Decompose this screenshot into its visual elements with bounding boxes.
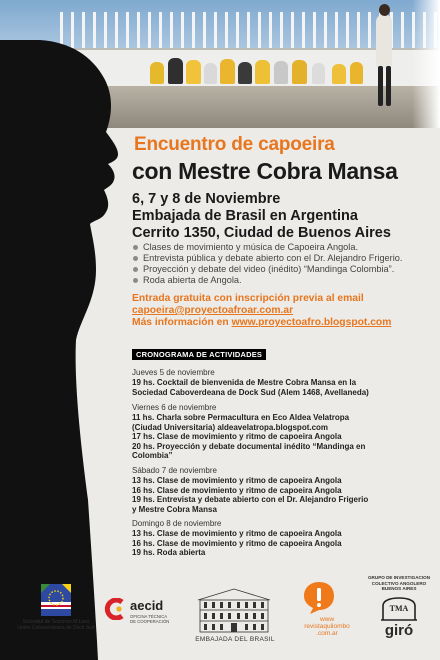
title-line-2: con Mestre Cobra Mansa (132, 158, 398, 184)
day-event: Colombia” (132, 451, 173, 461)
more-info-prefix: Más información en (132, 317, 232, 328)
logo-union-caboverdeana (12, 584, 100, 631)
day-name: Sábado 7 de noviembre (132, 466, 217, 475)
photo-leg (378, 66, 383, 106)
photo-person (350, 62, 363, 84)
aecid-line1: OFICINA TÉCNICA (130, 614, 168, 619)
grupo-line2: COLECTIVO ANGOLERO (371, 580, 427, 586)
event-address: Cerrito 1350, Ciudad de Buenos Aires (132, 225, 391, 241)
tma-emblem (379, 596, 419, 622)
title-line-1: Encuentro de capoeira (134, 134, 335, 155)
tma-text: TMA (389, 603, 409, 613)
event-dates: 6, 7 y 8 de Noviembre (132, 191, 281, 207)
grupo-line3: BUENOS AIRES (381, 586, 417, 591)
photo-person (220, 59, 235, 84)
photo-person (168, 58, 183, 84)
activity-item: Roda abierta de Angola. (132, 275, 432, 286)
aecid-c-icon (104, 598, 126, 620)
day-event: 19 hs. Cocktail de bienvenida de Mestre Cobra Mansa en la (132, 378, 357, 387)
logo-colectivo-angolero (362, 575, 436, 639)
schedule-day (132, 368, 432, 397)
revista-line3: .com.ar (316, 630, 338, 637)
event-venue: Embajada de Brasil en Argentina (132, 208, 358, 224)
day-event: 11 hs. Charla sobre Permacultura en Eco Aldea Velatropa (132, 413, 350, 422)
activity-item: Clases de movimiento y música de Capoeira Angola. (132, 242, 432, 253)
day-event: 16 hs. Clase de movimiento y ritmo de capoeira Angola (132, 485, 342, 495)
day-event: 13 hs. Clase de movimiento y ritmo de capoeira Angola (132, 529, 342, 538)
entry-text: Entrada gratuita con inscripción previa al email (132, 293, 364, 304)
activity-item: Proyección y debate del video (inédito) “Mandinga Colombia”. (132, 264, 432, 275)
grupo-line1: GRUPO DE INVESTIGACION (367, 575, 431, 580)
photo-standing-head (379, 4, 390, 16)
profile-silhouette (0, 40, 130, 660)
day-event: 17 hs. Clase de movimiento y ritmo de capoeira Angola (132, 432, 342, 442)
giro-text: giró (384, 621, 414, 639)
photo-standing-person (376, 14, 392, 68)
photo-person (255, 60, 270, 84)
day-event: 19 hs. Roda abierta (132, 548, 206, 558)
photo-person (332, 64, 346, 84)
photo-person (186, 60, 201, 84)
day-event: (Ciudad Universitaria) aldeavelatropa.blogspot.com (132, 422, 329, 432)
schedule-heading: CRONOGRAMA DE ACTIVIDADES (132, 349, 266, 360)
photo-person (238, 62, 252, 84)
entry-email[interactable] (132, 305, 432, 317)
photo-person (292, 60, 307, 84)
day-event: Sociedad Caboverdeana de Dock Sud (Alem 1468, Avellaneda) (132, 387, 369, 397)
revista-line2: revistaquilombo (304, 623, 350, 630)
embassy-building-icon (194, 586, 274, 634)
photo-person (274, 61, 288, 84)
logo-cabo-line1: Sociedad de Socorros M.Luos (22, 619, 90, 625)
aecid-name: aecid (130, 598, 164, 613)
photo-sun-glare (412, 0, 440, 128)
schedule-day (132, 466, 432, 514)
speech-bubble-icon (302, 580, 336, 616)
day-event: 20 hs. Proyección y debate documental inédito “Mandinga en (132, 441, 366, 451)
more-info (132, 317, 432, 329)
email-link[interactable]: capoeira@proyectoafroar.com.ar (132, 305, 294, 316)
activity-list (132, 242, 432, 286)
day-name: Domingo 8 de noviembre (132, 519, 222, 528)
revista-line1: www (319, 616, 335, 623)
schedule-day (132, 519, 432, 558)
logo-revista-quilombo (294, 580, 360, 637)
photo-person (150, 62, 164, 84)
day-name: Viernes 6 de noviembre (132, 403, 217, 412)
activity-item: Entrevista pública y debate abierto con el Dr. Alejandro Frigerio. (132, 253, 432, 264)
embajada-name: EMBAJADA DEL BRASIL (195, 636, 275, 643)
logo-embajada (194, 586, 276, 643)
photo-person (312, 63, 325, 84)
photo-person (204, 63, 217, 84)
day-event: 16 hs. Clase de movimiento y ritmo de capoeira Angola (132, 538, 342, 548)
day-event: 19 hs. Entrevista y debate abierto con el Dr. Alejandro Frigerio (132, 495, 369, 505)
flag-emblem-icon (41, 584, 71, 616)
day-event: 13 hs. Clase de movimiento y ritmo de capoeira Angola (132, 476, 342, 485)
schedule-day (132, 403, 432, 461)
day-event: y Mestre Cobra Mansa (132, 504, 217, 514)
logo-cabo-line2: Unión Caboverdeana de Dock Sud (17, 625, 95, 631)
blog-link[interactable]: www.proyectoafro.blogspot.com (231, 317, 392, 328)
photo-leg (386, 66, 391, 106)
aecid-line2: DE COOPERACIÓN (130, 619, 170, 624)
day-name: Jueves 5 de noviembre (132, 368, 215, 377)
